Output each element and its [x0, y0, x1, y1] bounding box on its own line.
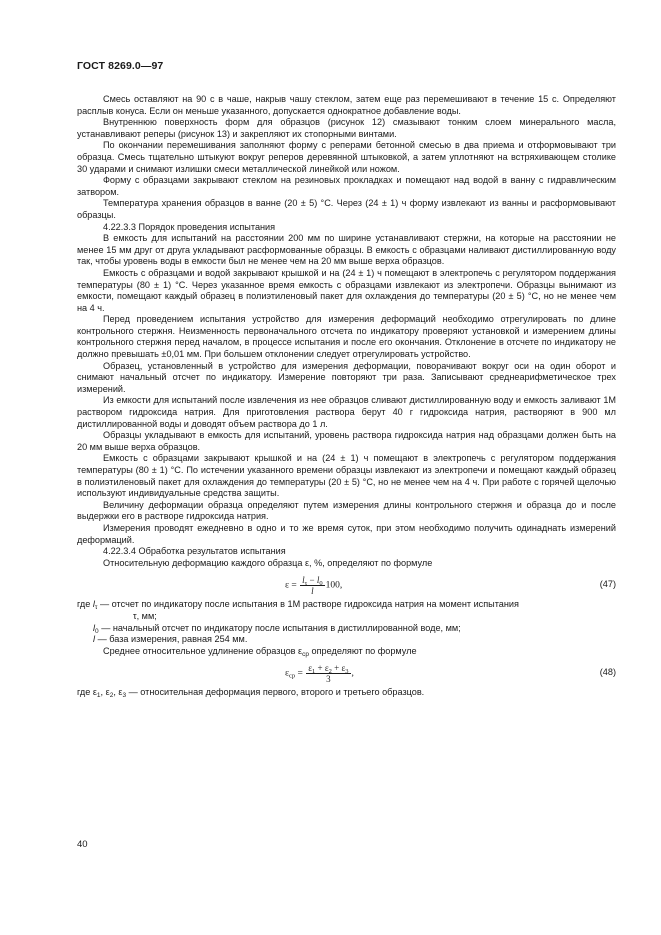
document-header: ГОСТ 8269.0—97	[77, 60, 164, 72]
var-epsilon: ε	[285, 669, 289, 679]
paragraph	[77, 646, 616, 658]
definition-line	[77, 623, 616, 635]
sub-cp: ср	[289, 673, 296, 680]
formula-multiplier: 100,	[325, 581, 343, 592]
page-content	[77, 94, 616, 699]
var-l: l	[93, 634, 96, 645]
equals: =	[295, 669, 303, 679]
paragraph: Внутреннюю поверхность форм для образцов (рисунок 12) смазывают тонким слоем минерального масла, устанавливают реперы (рисунок 13) и закрепляют их стопорными винтами.	[77, 117, 616, 139]
fraction-denominator: l	[311, 586, 314, 597]
var-l: l	[92, 599, 95, 610]
plus-epsilon: + ε	[315, 663, 329, 674]
def-prefix: где	[77, 599, 93, 610]
formula-47	[77, 569, 616, 599]
def-text: — начальный отсчет по индикатору после испытания в дистиллированной воде, мм;	[98, 622, 461, 633]
section-heading: 4.22.3.3 Порядок проведения испытания	[103, 221, 276, 232]
formula-lhs: ε =	[285, 581, 297, 592]
definition-line	[77, 634, 616, 646]
sub-2: 2	[328, 668, 332, 676]
text: где ε	[77, 687, 97, 698]
paragraph: Относительную деформацию каждого образца ε, %, определяют по формуле	[103, 557, 433, 568]
sub-1: 1	[312, 668, 316, 676]
definition-continuation: τ, мм;	[133, 610, 157, 621]
paragraph: Перед проведением испытания устройство для измерения деформаций необходимо отрегулировать по длине контрольного стержня. Неизменность первоначального отсчета по индикатору проверяют установкой и измерением длины контрольного стержня перед началом, в процессе испытания и после его окончания. Отклонение в отсчете по индикатору не должно превышать ±0,01 мм. При большем отклонении следует отрегулировать устройство.	[77, 314, 616, 360]
formula-number: (47)	[599, 579, 616, 590]
fraction	[306, 663, 350, 684]
var-epsilon: ε	[308, 663, 313, 674]
paragraph: Емкость с образцами и водой закрывают крышкой и на (24 ± 1) ч помещают в электропечь с регулятором поддержания температуры (80 ± 1) °С. Через указанное время емкость с образцами извлекают из электропечи. Образцы вынимают из емкости, помещают каждый образец в полиэтиленовый пакет для охлаждения до температуры (20 ± 5) °С, но не менее чем на 4 ч.	[77, 267, 616, 313]
page-number: 40	[77, 839, 88, 850]
fraction-numerator	[306, 663, 350, 674]
sub-tau: τ	[304, 580, 308, 588]
minus: −	[307, 575, 317, 586]
formula-48	[77, 657, 616, 687]
paragraph: Форму с образцами закрывают стеклом на резиновых прокладках и помещают над водой в ванну с гидравлическим затвором.	[77, 175, 616, 197]
def-text: — база измерения, равная 254 мм.	[95, 634, 248, 645]
sub-0: 0	[319, 580, 323, 588]
fraction-numerator	[300, 575, 324, 586]
text: , ε	[100, 687, 110, 698]
sub-cp: ср	[302, 650, 309, 658]
text: Среднее относительное удлинение образцов ε	[103, 645, 303, 656]
sub-3: 3	[122, 692, 127, 700]
paragraph: Величину деформации образца определяют путем измерения длины контрольного стержня и образца до и после выдержки его в растворе гидроксида натрия.	[77, 499, 616, 522]
text: , ε	[113, 687, 123, 698]
formula-tail: ,	[351, 669, 354, 679]
paragraph: Из емкости для испытаний после извлечения из нее образцов сливают дистиллированную воду и емкость заливают 1М раствором гидроксида натрия. Для приготовления раствора берут 40 г гидроксида натрия, растворяют в 900 мл дистиллированной воды и доводят объем раствора до 1 л.	[77, 395, 616, 429]
formula-number: (48)	[599, 667, 616, 678]
paragraph: Температура хранения образцов в ванне (20 ± 5) °С. Через (24 ± 1) ч форму извлекают из ванны и расформовывают образцы.	[77, 198, 616, 220]
sub-0: 0	[95, 627, 99, 635]
formula-48-expression	[285, 663, 354, 684]
paragraph: Образцы укладывают в емкость для испытаний, уровень раствора гидроксида натрия над образцами должен быть на 20 мм выше верха образцов.	[77, 430, 616, 452]
text: определяют по формуле	[309, 645, 417, 656]
sub-1: 1	[96, 692, 101, 700]
fraction-denominator: 3	[326, 674, 331, 685]
var-l0: l	[316, 575, 320, 586]
paragraph: Образец, установленный в устройство для измерения деформации, поворачивают вокруг оси на один оборот и снимают начальный отсчет по индикатору. Измерение повторяют три раза. Записывают среднеарифметическое трех измерений.	[77, 360, 616, 394]
sub-3: 3	[345, 668, 349, 676]
paragraph: В емкость для испытаний на расстоянии 200 мм по ширине устанавливают стержни, на которые на расстоянии не менее 15 мм друг от друга укладывают расформованные образцы. В емкость с образцами наливают дистиллированную воду так, чтобы уровень воды в емкости был не менее чем на 20 мм выше верха образцов.	[77, 233, 616, 267]
paragraph: Смесь оставляют на 90 с в чаше, накрыв чашу стеклом, затем еще раз перемешивают в течение 15 с. Определяют расплыв конуса. Если он меньше указанного, допускается однократное добавление воды.	[77, 94, 616, 116]
var-l0: l	[93, 622, 96, 633]
paragraph: По окончании перемешивания заполняют форму с реперами бетонной смесью в два приема и отформовывают три образца. Смесь тщательно штыкуют вокруг реперов деревянной штыковкой, а затем уплотняют на встряхивающем столике 30 ударами и снимают излишки смеси металлической линейкой или ножом.	[77, 140, 616, 174]
paragraph: Измерения проводят ежедневно в одно и то же время суток, при этом необходимо получить одинаднать измерений деформаций.	[77, 522, 616, 545]
fraction	[300, 575, 324, 596]
formula-47-expression	[285, 575, 342, 596]
definition-line	[77, 687, 616, 699]
sub-tau: τ	[94, 604, 98, 612]
definition-line	[77, 599, 616, 611]
paragraph: Емкость с образцами закрывают крышкой и на (24 ± 1) ч помещают в электропечь с регулятором поддержания температуры (80 ± 1) °С. По истечении указанного времени образцы извлекают из электропечи и помещают каждый образец в полиэтиленовый пакет для охлаждения до температуры (20 ± 5) °С, но не менее чем на 4 ч. При работе с горячей щелочью используют индивидуальные средства защиты.	[77, 453, 616, 499]
sub-2: 2	[109, 692, 114, 700]
plus-epsilon: + ε	[331, 663, 346, 674]
section-heading: 4.22.3.4 Обработка результатов испытания	[103, 546, 286, 557]
def-text: — отсчет по индикатору после испытания в 1М растворе гидроксида натрия на момент испытания	[97, 599, 519, 610]
var-l: l	[302, 575, 305, 586]
text: — относительная деформация первого, второго и третьего образцов.	[126, 687, 425, 698]
